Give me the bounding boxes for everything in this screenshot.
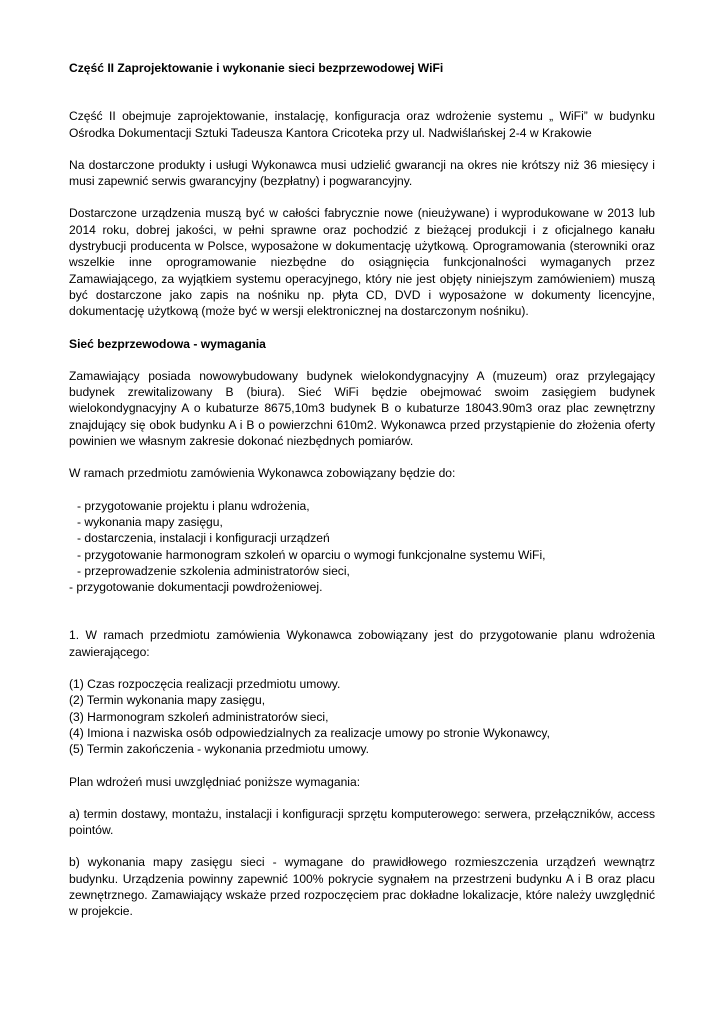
list-item: (2) Termin wykonania mapy zasięgu, (69, 693, 266, 708)
list-item: - wykonania mapy zasięgu, (77, 514, 223, 529)
scope-list (69, 498, 655, 596)
list-item: (1) Czas rozpoczęcia realizacji przedmiotu umowy. (69, 677, 341, 692)
list-item: (4) Imiona i nazwiska osób odpowiedzialnych za realizacje umowy po stronie Wykonawcy, (69, 725, 550, 740)
list-item: - przygotowanie dokumentacji powdrożeniowej. (69, 580, 323, 595)
requirements-intro: Plan wdrożeń musi uwzględniać poniższe wymagania: (69, 774, 361, 789)
document-title: Część II Zaprojektowanie i wykonanie sieci bezprzewodowej WiFi (69, 61, 444, 75)
document-content (69, 60, 655, 920)
paragraph-scope: Część II obejmuje zaprojektowanie, instalację, konfiguracja oraz wdrożenie systemu „ WiFi” w budynku Ośrodka Dokumentacji Sztuki Tadeusza Kantora Cricoteka przy ul. Nadwiślańskej 2-4 w Krakowie (69, 109, 655, 140)
list-item: - przygotowanie harmonogram szkoleń w oparciu o wymogi funkcjonalne systemu WiFi, (77, 547, 546, 562)
paragraph-buildings: Zamawiający posiada nowowybudowany budynek wielokondygnacyjny A (muzeum) oraz przylegający budynek zrewitalizowany B (biura). Sieć WiFi będzie obejmować swoim zasięgiem budynek wielokondygnacyjny A o kubaturze 8675,10m3 budynek B o kubaturze 18043.90m3 oraz plac zewnętrzny znajdujący się obok budynku A i B o powierzchni 610m2. Wykonawca przed przystąpienie do złożenia oferty powinien we własnym zakresie dokonać niezbędnych pomiarów. (69, 368, 655, 449)
list-item: - dostarczenia, instalacji i konfiguracji urządzeń (77, 531, 330, 546)
list-item: - przeprowadzenie szkolenia administratorów sieci, (77, 563, 350, 578)
section-heading: Sieć bezprzewodowa - wymagania (69, 336, 266, 351)
paragraph-devices: Dostarczone urządzenia muszą być w całości fabrycznie nowe (nieużywane) i wyprodukowane w 2013 lub 2014 roku, dobrej jakości, w pełni sprawne oraz pochodzić z bieżącej produkcji i z oficjalnego kanału dystrybucji producenta w Polsce, wyposażone w dokumentację użytkową. Oprogramowania (sterowniki oraz wszelkie inne oprogramowanie niezbędne do osiągnięcia funkcjonalności wymaganych przez Zamawiającego, za wyjątkiem systemu operacyjnego, który nie jest objęty niniejszym zamówieniem) muszą być dostarczone jako zapis na nośniku np. płyta CD, DVD i wyposażone w dokumenty licencyjne, dokumentację użytkową (może być w wersji elektronicznej na dostarczonym nośniku). (69, 206, 655, 319)
list-item: - przygotowanie projektu i planu wdrożenia, (77, 498, 310, 513)
list-item: (3) Harmonogram szkoleń administratorów sieci, (69, 709, 329, 724)
paragraph-warranty: Na dostarczone produkty i usługi Wykonawca musi udzielić gwarancji na okres nie krótszy niż 36 miesięcy i musi zapewnić serwis gwarancyjny (bezpłatny) i pogwarancyjny. (69, 157, 655, 189)
plan-list (69, 676, 655, 757)
requirement-a: a) termin dostawy, montażu, instalacji i konfiguracji sprzętu komputerowego: serwera, przełączników, access pointów. (69, 806, 655, 838)
scope-intro: W ramach przedmiotu zamówienia Wykonawca zobowiązany będzie do: (69, 466, 456, 481)
requirement-b: b) wykonania mapy zasięgu sieci - wymagane do prawidłowego rozmieszczenia urządzeń wewnątrz budynku. Urządzenia powinny zapewnić 100% pokrycie sygnałem na przestrzeni budynku A i B oraz placu zewnętrznego. Zamawiający wskaże przed rozpoczęciem prac dokładne lokalizacje, które należy uwzględnić w projekcie. (69, 855, 655, 919)
list-item: (5) Termin zakończenia - wykonania przedmiotu umowy. (69, 742, 370, 757)
numbered-intro: 1. W ramach przedmiotu zamówienia Wykonawca zobowiązany jest do przygotowanie planu wdrożenia zawierającego: (69, 628, 655, 659)
